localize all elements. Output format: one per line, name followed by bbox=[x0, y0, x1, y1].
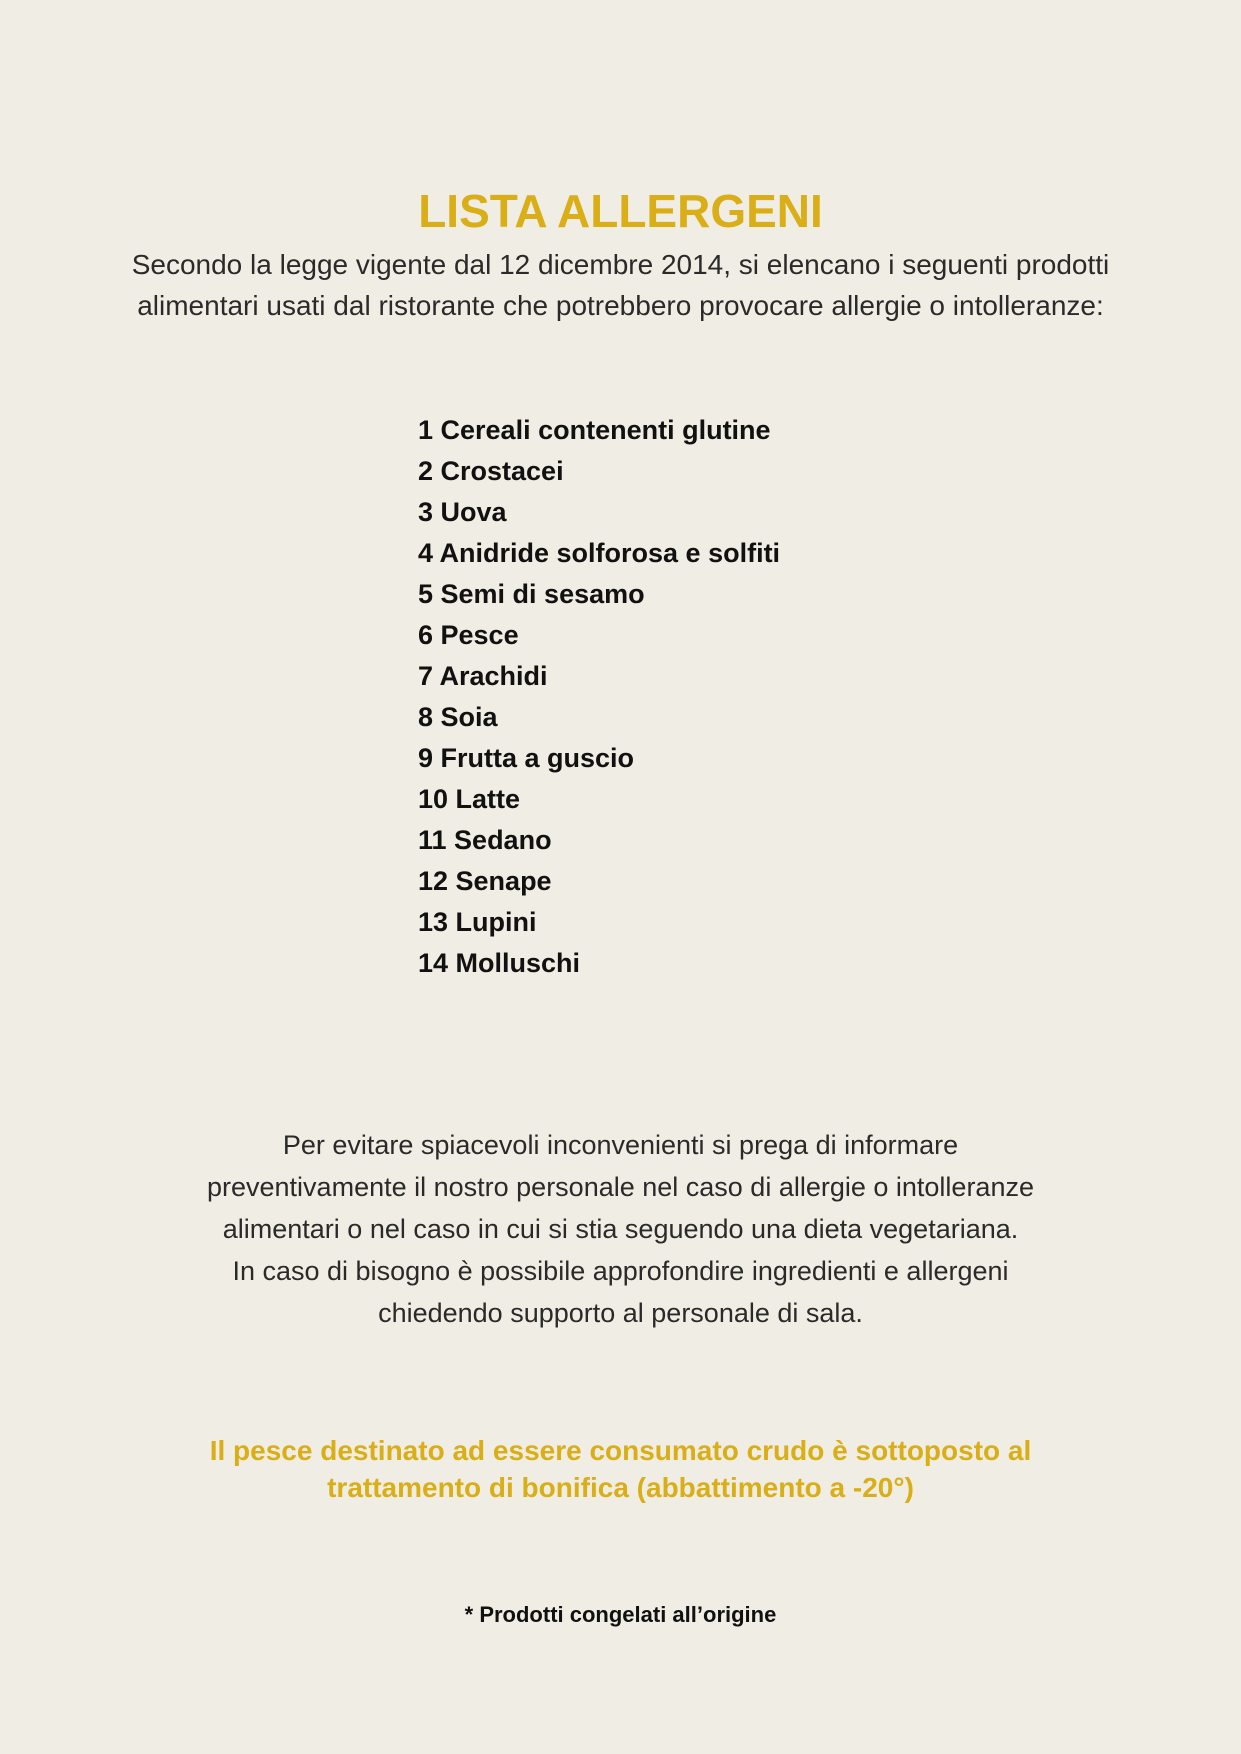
allergen-item: 3 Uova bbox=[418, 497, 507, 527]
allergen-item: 2 Crostacei bbox=[418, 456, 564, 486]
allergen-item: 4 Anidride solforosa e solfiti bbox=[418, 538, 781, 568]
allergen-item: 1 Cereali contenenti glutine bbox=[418, 415, 771, 445]
allergen-item: 10 Latte bbox=[418, 784, 521, 814]
allergen-item: 9 Frutta a guscio bbox=[418, 743, 635, 773]
allergen-item: 6 Pesce bbox=[418, 620, 519, 650]
notice-line: preventivamente il nostro personale nel caso di allergie o intolleranze bbox=[207, 1172, 1034, 1202]
warning-line: Il pesce destinato ad essere consumato crudo è sottoposto al bbox=[209, 1435, 1032, 1466]
allergen-item: 12 Senape bbox=[418, 866, 552, 896]
allergen-item: 11 Sedano bbox=[418, 825, 552, 855]
allergen-item: 13 Lupini bbox=[418, 907, 537, 937]
warning-line: trattamento di bonifica (abbattimento a -20°) bbox=[327, 1472, 914, 1503]
raw-fish-warning bbox=[120, 1432, 1121, 1506]
allergen-list bbox=[418, 410, 780, 984]
intro-line: Secondo la legge vigente dal 12 dicembre 2014, si elencano i seguenti prodotti bbox=[131, 249, 1110, 280]
intro-paragraph bbox=[80, 244, 1161, 326]
allergen-item: 8 Soia bbox=[418, 702, 498, 732]
notice-line: alimentari o nel caso in cui si stia seguendo una dieta vegetariana. bbox=[222, 1214, 1019, 1244]
intro-line: alimentari usati dal ristorante che potrebbero provocare allergie o intolleranze: bbox=[137, 290, 1104, 321]
notice-line: Per evitare spiacevoli inconvenienti si prega di informare bbox=[282, 1130, 959, 1160]
notice-paragraph bbox=[120, 1124, 1121, 1334]
notice-line: chiedendo supporto al personale di sala. bbox=[378, 1298, 863, 1328]
notice-line: In caso di bisogno è possibile approfondire ingredienti e allergeni bbox=[232, 1256, 1009, 1286]
allergen-item: 14 Molluschi bbox=[418, 948, 581, 978]
page-title: LISTA ALLERGENI bbox=[418, 184, 823, 237]
frozen-products-footnote: * Prodotti congelati all’origine bbox=[464, 1602, 777, 1627]
allergen-item: 5 Semi di sesamo bbox=[418, 579, 645, 609]
allergen-item: 7 Arachidi bbox=[418, 661, 548, 691]
